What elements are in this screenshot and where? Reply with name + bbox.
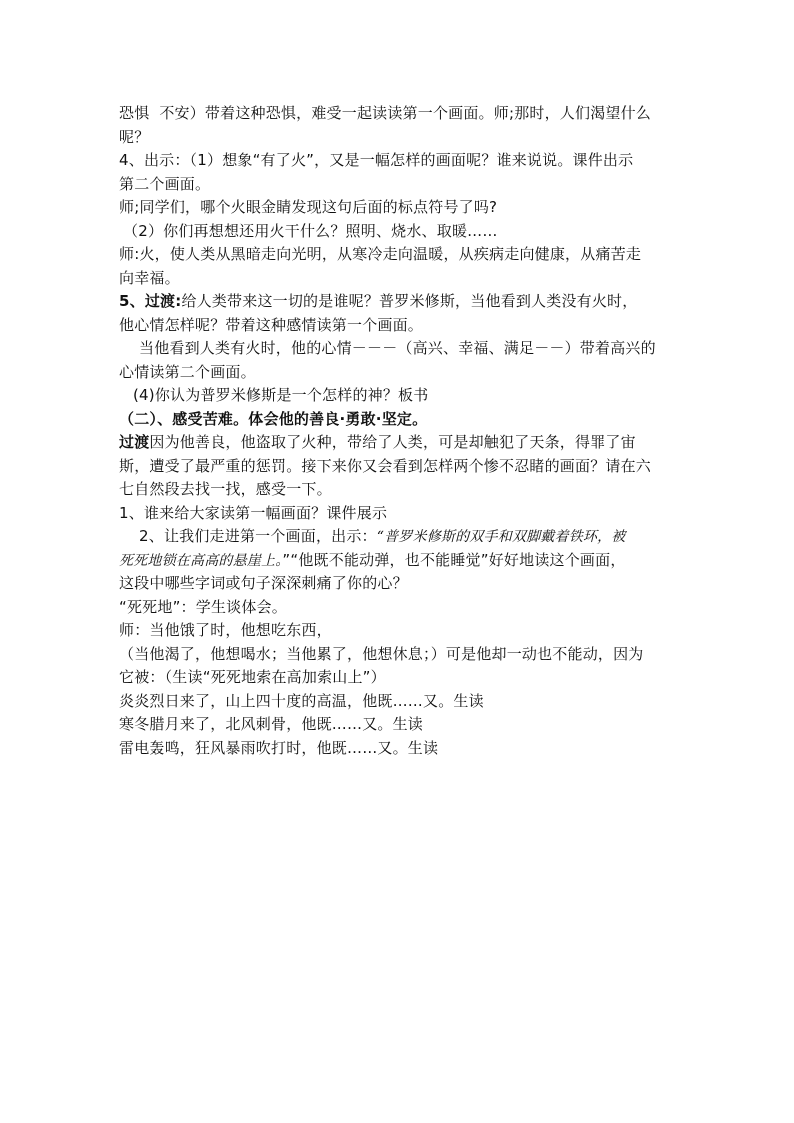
text-line-3: 4、出示：（1）想象“有了火”，又是一幅怎样的画面呢？谁来说说。课件出示 — [119, 151, 634, 169]
text-line-12: 心情读第二个画面。 — [119, 362, 256, 381]
text-line-8: 向幸福。 — [119, 268, 180, 287]
text-line-17: 七自然段去找一找，感受一下。 — [119, 480, 332, 498]
text-line-27: 寒冬腊月来了，北风刺骨，他既……又。生读 — [119, 715, 424, 733]
text-line-18: 1、谁来给大家读第一幅画面？课件展示 — [119, 503, 388, 522]
text-line-19-body: 2、让我们走进第一个画面，出示： — [139, 527, 377, 545]
text-line-16: 斯，遭受了最严重的惩罚。接下来你又会看到怎样两个惨不忍睹的画面？请在六 — [119, 456, 652, 475]
text-line-9 — [119, 290, 679, 314]
text-line-22: “死死地”：学生谈体会。 — [119, 597, 287, 616]
text-line-20-body: ”“他既不能动弹，也不能睡觉”好好地读这个画面， — [282, 550, 626, 569]
text-line-10: 他心情怎样呢？带着这种感情读第一个画面。 — [119, 315, 424, 334]
text-line-4: 第二个画面。 — [119, 174, 211, 193]
text-line-1: 恐惧 不安）带着这种恐惧，难受一起读读第一个画面。师;那时，人们渴望什么 — [119, 104, 651, 122]
text-line-26: 炎炎烈日来了，山上四十度的高温，他既……又。生读 — [119, 691, 484, 710]
transition-label: 5、过渡: — [119, 292, 182, 310]
text-line-5: 师;同学们，哪个火眼金睛发现这句后面的标点符号了吗? — [119, 198, 498, 216]
quoted-passage-part-1: “普罗米修斯的双手和双脚戴着铁环，被 — [376, 529, 626, 545]
section-heading: （二）、感受苦难。体会他的善良·勇敢·坚定。 — [119, 409, 428, 428]
transition-label-2: 过渡 — [119, 433, 150, 451]
text-line-7: 师:火，使人类从黑暗走向光明，从寒冷走向温暖，从疾病走向健康，从痛苦走 — [119, 245, 642, 263]
text-line-20 — [119, 549, 679, 573]
text-line-6: （2）你们再想想还用火干什么？照明、烧水、取暖…… — [123, 221, 498, 240]
text-line-23: 师：当他饿了时，他想吃东西， — [119, 621, 332, 639]
text-line-9-body: 给人类带来这一切的是谁呢？普罗米修斯，当他看到人类没有火时， — [181, 292, 638, 310]
text-line-15 — [119, 431, 679, 455]
text-line-13: (4)你认为普罗米修斯是一个怎样的神？板书 — [133, 386, 429, 404]
lesson-text-body — [119, 102, 679, 760]
text-line-15-body: 因为他善良，他盗取了火种，带给了人类，可是却触犯了天条，得罪了宙 — [149, 433, 636, 451]
quoted-passage-part-2: 死死地锁在高高的悬崖上。 — [119, 552, 283, 569]
text-line-19 — [119, 525, 679, 549]
text-line-24: （当他渴了，他想喝水；当他累了，他想休息；）可是他却一动也不能动，因为 — [119, 644, 644, 663]
text-line-21: 这段中哪些字词或句子深深刺痛了你的心？ — [119, 574, 408, 592]
text-line-2: 呢？ — [119, 127, 150, 146]
text-line-25: 它被：（生读“死死地索在高加索山上”） — [119, 668, 386, 686]
text-line-11: 当他看到人类有火时，他的心情－－－（高兴、幸福、满足－－）带着高兴的 — [139, 339, 656, 357]
text-line-28: 雷电轰鸣，狂风暴雨吹打时，他既……又。生读 — [119, 738, 439, 757]
